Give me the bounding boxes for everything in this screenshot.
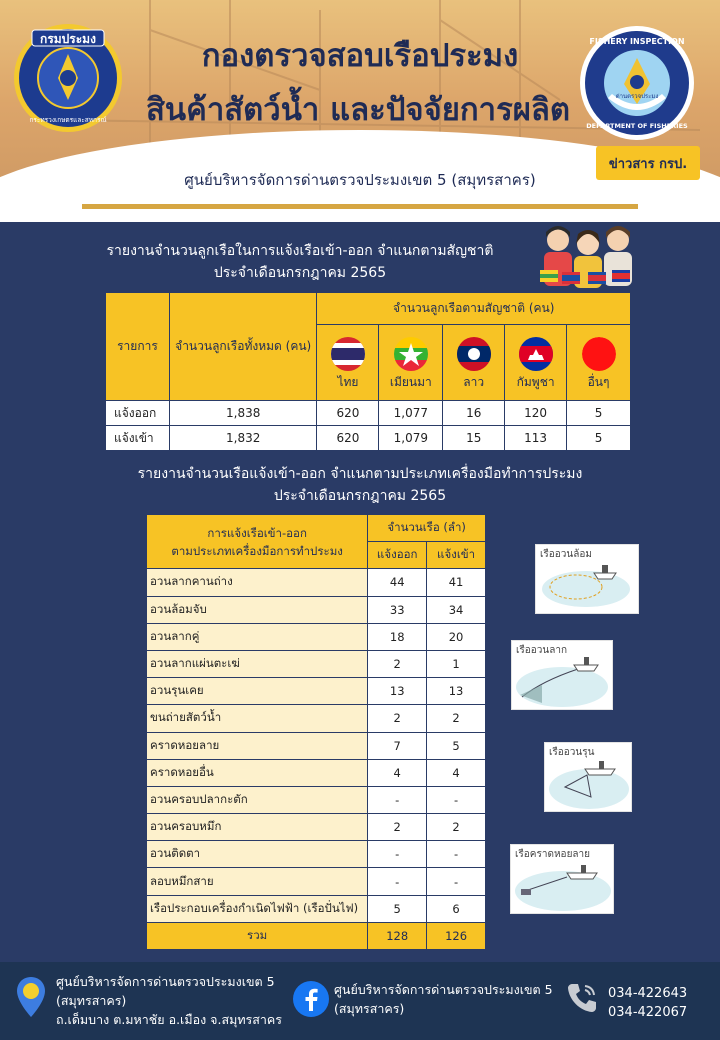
table-row: [147, 596, 486, 623]
table-row: [147, 868, 486, 895]
boats-in-cell: 1: [427, 650, 486, 677]
boats-out-cell: 44: [368, 569, 427, 596]
boats-out-cell: 5: [368, 895, 427, 922]
picture-caption: เรืออวนลาก: [516, 645, 568, 656]
crew-report-title-line1: รายงานจำนวนลูกเรือในการแจ้งเรือเข้า-ออก จำแนกตามสัญชาติ: [106, 243, 494, 259]
footer: [0, 962, 720, 1040]
push-net-boat-picture: [544, 742, 632, 812]
footer-facebook[interactable]: [334, 980, 564, 1018]
gear-type-cell: อวนล้อมจับ: [147, 596, 368, 623]
table-row: [147, 623, 486, 650]
gear-type-cell: ขนถ่ายสัตว์น้ำ: [147, 705, 368, 732]
clam-dredge-boat-picture: [510, 844, 614, 914]
gear-type-cell: คราดหอยอื่น: [147, 759, 368, 786]
boats-out-cell: 13: [368, 678, 427, 705]
svg-text:DEPARTMENT OF FISHERIES: DEPARTMENT OF FISHERIES: [586, 122, 688, 130]
boats-out-cell: 7: [368, 732, 427, 759]
svg-text:กรมประมง: กรมประมง: [40, 32, 96, 46]
boats-in-cell: 6: [427, 895, 486, 922]
svg-text:ด่านตรวจประมง: ด่านตรวจประมง: [615, 93, 659, 100]
gear-type-cell: อวนลากคานถ่าง: [147, 569, 368, 596]
gear-type-cell: อวนครอบหมึก: [147, 814, 368, 841]
boat-report-title-line1: รายงานจำนวนเรือแจ้งเข้า-ออก จำแนกตามประเภทเครื่องมือทำการประมง: [137, 466, 583, 482]
col-header-nationality-group: จำนวนลูกเรือตามสัญชาติ (คน): [317, 293, 631, 325]
location-pin-icon: [16, 976, 46, 1018]
col-header-cambodia: [505, 325, 567, 401]
cell-total: 1,838: [169, 401, 317, 426]
cell-myanmar: 1,077: [379, 401, 443, 426]
table-row: [147, 678, 486, 705]
table-row: [147, 569, 486, 596]
cambodia-flag-icon: [519, 337, 553, 371]
cell-total: 1,832: [169, 426, 317, 451]
boats-in-cell: -: [427, 841, 486, 868]
total-in: 126: [427, 922, 486, 949]
red-circle-icon: [582, 337, 616, 371]
nationality-label: กัมพูชา: [516, 375, 555, 389]
table-row: [147, 895, 486, 922]
col-header-total: จำนวนลูกเรือทั้งหมด (คน): [169, 293, 317, 401]
myanmar-flag-icon: [394, 337, 428, 371]
row-label: แจ้งเข้า: [106, 426, 170, 451]
gear-type-cell: อวนติดตา: [147, 841, 368, 868]
gear-type-cell: เรือประกอบเครื่องกำเนิดไฟฟ้า (เรือปั่นไฟ): [147, 895, 368, 922]
boat-report-title-line2: ประจำเดือนกรกฎาคม 2565: [273, 488, 447, 504]
col-header-gear-line1: การแจ้งเรือเข้า-ออก: [207, 525, 307, 540]
boats-out-cell: 2: [368, 705, 427, 732]
picture-caption: เรือคราดหอยลาย: [515, 849, 591, 860]
gear-type-cell: ลอบหมึกสาย: [147, 868, 368, 895]
table-row: [147, 705, 486, 732]
picture-caption: เรืออวนล้อม: [540, 549, 592, 560]
col-header-myanmar: [379, 325, 443, 401]
boats-out-cell: 33: [368, 596, 427, 623]
col-header-item: รายการ: [106, 293, 170, 401]
svg-text:กระทรวงเกษตรและสหกรณ์: กระทรวงเกษตรและสหกรณ์: [29, 116, 107, 124]
phone-number-2[interactable]: 034-422067: [608, 1005, 688, 1020]
table-row: [147, 841, 486, 868]
facebook-line1: ศูนย์บริหารจัดการด่านตรวจประมงเขต 5: [334, 982, 553, 997]
boats-out-cell: 18: [368, 623, 427, 650]
col-header-others: [567, 325, 631, 401]
address-line2: (สมุทรสาคร): [56, 993, 127, 1008]
purse-seine-boat-picture: [535, 544, 639, 614]
nationality-label: เมียนมา: [389, 375, 432, 389]
boats-out-cell: 4: [368, 759, 427, 786]
col-header-in: แจ้งเข้า: [427, 542, 486, 569]
boats-out-cell: -: [368, 786, 427, 813]
boats-out-cell: -: [368, 868, 427, 895]
center-name: ศูนย์บริหารจัดการด่านตรวจประมงเขต 5 (สมุทรสาคร): [184, 171, 536, 189]
cell-myanmar: 1,079: [379, 426, 443, 451]
crew-nationality-table: [105, 292, 631, 451]
boats-in-cell: 2: [427, 705, 486, 732]
row-label: แจ้งออก: [106, 401, 170, 426]
col-header-boat-count: จำนวนเรือ (ลำ): [368, 515, 486, 542]
header-divider: [82, 204, 638, 209]
gear-type-cell: อวนครอบปลากะตัก: [147, 786, 368, 813]
cell-thai: 620: [317, 401, 379, 426]
crew-people-illustration: [538, 222, 638, 294]
address-line1: ศูนย์บริหารจัดการด่านตรวจประมงเขต 5: [56, 974, 275, 989]
table-row: [106, 426, 631, 451]
page-title-line2: สินค้าสัตว์น้ำ และปัจจัยการผลิต: [145, 92, 571, 128]
department-of-fisheries-logo: [12, 22, 124, 134]
crew-report-title-line2: ประจำเดือนกรกฎาคม 2565: [213, 265, 387, 281]
trawl-boat-picture: [511, 640, 613, 710]
boats-in-cell: 4: [427, 759, 486, 786]
total-out: 128: [368, 922, 427, 949]
col-header-out: แจ้งออก: [368, 542, 427, 569]
boats-in-cell: 13: [427, 678, 486, 705]
cell-cambodia: 113: [505, 426, 567, 451]
table-row: [147, 786, 486, 813]
cell-others: 5: [567, 426, 631, 451]
col-header-gear-type: [147, 515, 368, 569]
gear-type-cell: อวนลากแผ่นตะเฆ่: [147, 650, 368, 677]
gear-type-cell: อวนลากคู่: [147, 623, 368, 650]
thai-flag-icon: [331, 337, 365, 371]
phone-icon: [564, 980, 600, 1016]
address-line3: ถ.เด็มบาง ต.มหาชัย อ.เมือง จ.สมุทรสาคร: [56, 1012, 282, 1027]
table-row: [147, 759, 486, 786]
boats-in-cell: -: [427, 868, 486, 895]
nationality-label: ไทย: [337, 375, 359, 389]
news-badge: ข่าวสาร กรป.: [596, 146, 700, 180]
facebook-icon[interactable]: [292, 980, 330, 1018]
table-row: [147, 732, 486, 759]
boats-out-cell: 2: [368, 650, 427, 677]
cell-cambodia: 120: [505, 401, 567, 426]
gear-type-cell: คราดหอยลาย: [147, 732, 368, 759]
phone-number-1[interactable]: 034-422643: [608, 986, 688, 1001]
boats-in-cell: 20: [427, 623, 486, 650]
total-row: [147, 922, 486, 949]
col-header-laos: [443, 325, 505, 401]
footer-address: [56, 972, 286, 1029]
boats-in-cell: 5: [427, 732, 486, 759]
gear-type-cell: อวนรุนเคย: [147, 678, 368, 705]
boat-gear-table: [146, 514, 486, 950]
cell-others: 5: [567, 401, 631, 426]
footer-phones[interactable]: [608, 984, 687, 1022]
boats-out-cell: -: [368, 841, 427, 868]
boats-in-cell: 41: [427, 569, 486, 596]
picture-caption: เรืออวนรุน: [549, 747, 595, 758]
cell-laos: 16: [443, 401, 505, 426]
page-title-line1: กองตรวจสอบเรือประมง: [201, 38, 519, 74]
col-header-gear-line2: ตามประเภทเครื่องมือการทำประมง: [171, 543, 343, 558]
boats-in-cell: -: [427, 786, 486, 813]
crew-report-title: [60, 240, 540, 284]
table-row: [106, 401, 631, 426]
col-header-thai: [317, 325, 379, 401]
boat-report-title: [80, 463, 640, 507]
laos-flag-icon: [457, 337, 491, 371]
facebook-line2: (สมุทรสาคร): [334, 1001, 405, 1016]
total-label: รวม: [147, 922, 368, 949]
nationality-label: อื่นๆ: [587, 375, 610, 389]
nationality-label: ลาว: [463, 375, 485, 389]
boats-in-cell: 2: [427, 814, 486, 841]
cell-laos: 15: [443, 426, 505, 451]
boats-in-cell: 34: [427, 596, 486, 623]
svg-text:FISHERY INSPECTION: FISHERY INSPECTION: [589, 37, 685, 46]
boats-out-cell: 2: [368, 814, 427, 841]
table-row: [147, 814, 486, 841]
cell-thai: 620: [317, 426, 379, 451]
table-row: [147, 650, 486, 677]
